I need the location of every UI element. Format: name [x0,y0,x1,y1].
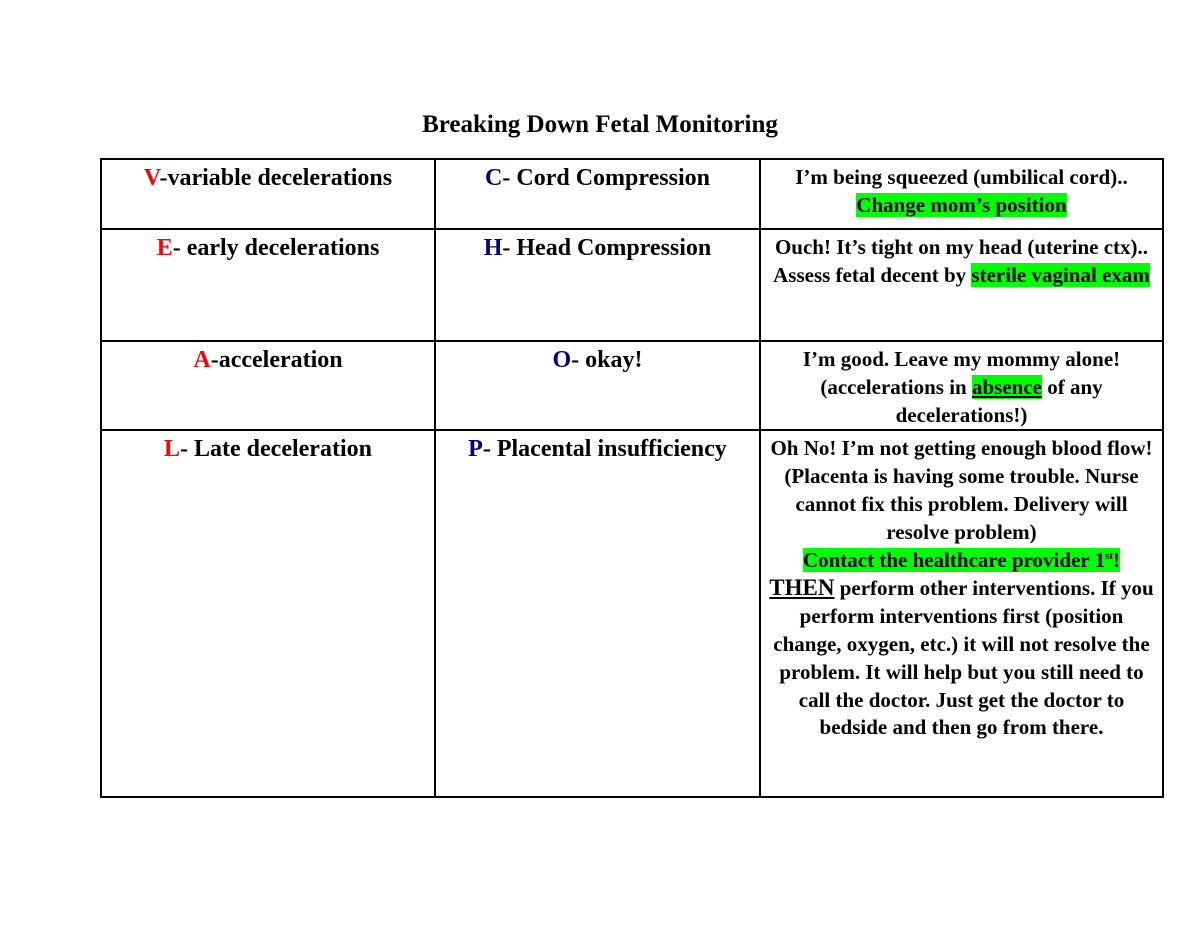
description-text: Ouch! It’s tight on my head (uterine ctx).. [774,235,1149,259]
fetal-monitoring-table [100,158,1164,798]
cause-term: - Cord Compression [502,165,710,191]
cause-term: - Placental insufficiency [482,436,727,463]
cause-cell [435,430,760,797]
highlighted-action [803,548,1120,572]
description-text: I’m being squeezed (umbilical cord).. [795,165,1128,189]
cause-term: - Head Compression [502,235,712,261]
description-cell [760,341,1163,430]
description-text: I’m good. Leave my mommy alone! [802,347,1121,371]
description-text: of any decelerations!) [895,374,1103,427]
acronym-letter: A [193,347,211,373]
acronym-cell [101,159,435,229]
acronym-cell [101,229,435,341]
cause-letter: O [552,347,572,373]
cause-cell [435,341,760,430]
description-text: perform other interventions. If you perform interventions first (position change, oxygen, etc.) it will not resolve the problem. It will help but you still need to call the doctor. Just get the doctor to bedside and then go from there. [773,576,1154,740]
description-text: (accelerations in [820,374,967,399]
cause-letter: C [485,165,503,191]
highlighted-action-text: Contact the healthcare provider 1 [802,547,1106,572]
cause-letter: H [483,235,503,261]
acronym-letter: L [164,436,181,463]
highlighted-action-end: ! [1113,547,1121,572]
acronym-term: - Late deceleration [180,436,372,463]
acronym-cell [101,341,435,430]
table-row [101,341,1163,430]
page-title: Breaking Down Fetal Monitoring [422,111,778,138]
table-row [101,229,1163,341]
description-text: Assess fetal decent by [773,262,967,287]
highlighted-action: Change mom’s position [856,192,1067,217]
description-text: Oh No! I’m not getting enough blood flow! (Placenta is having some trouble. Nurse cannot fix this problem. Delivery will resolve problem) [770,436,1153,544]
acronym-term: -acceleration [210,347,343,373]
acronym-letter: V [143,165,160,191]
cause-term: - okay! [571,347,643,373]
ordinal-suffix: st [1105,549,1114,562]
cause-cell [435,229,760,341]
description-cell [760,159,1163,229]
description-cell [760,229,1163,341]
cause-cell [435,159,760,229]
highlighted-emphasis: absence [971,374,1042,399]
table-row [101,159,1163,229]
cause-letter: P [468,436,483,463]
description-cell [760,430,1163,797]
then-emphasis: THEN [769,575,835,601]
acronym-cell [101,430,435,797]
acronym-term: -variable decelerations [159,165,393,191]
highlighted-action: sterile vaginal exam [971,262,1150,287]
table-row [101,430,1163,797]
acronym-term: - early decelerations [172,235,380,261]
acronym-letter: E [156,235,173,261]
